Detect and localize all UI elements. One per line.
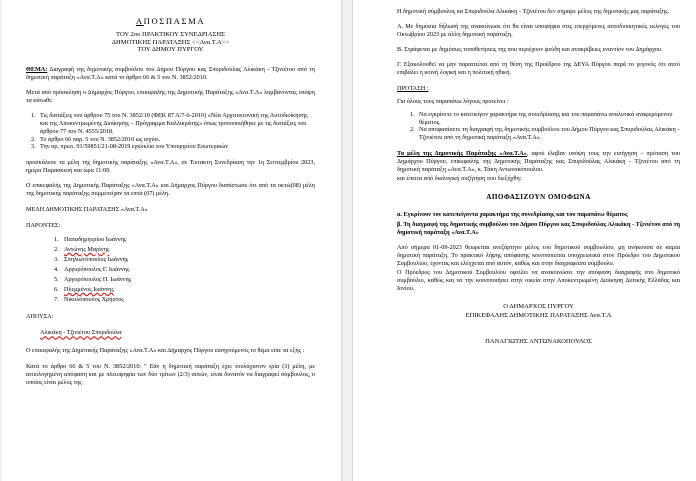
document-page-right: [352, 0, 696, 481]
absent-label: ΑΠΟΥΣΑ:: [26, 313, 54, 321]
list-item: 1. Παπαδημητρίου Ιωάννης: [54, 235, 127, 243]
present-list: [26, 235, 315, 306]
law-paragraph: Κατά το άρθρο 66 & 5 του Ν. 3852/2010: " Εάν η δημοτική παράταξη έχει τουλάχιστον τρία (3) μέλη, με αιτιολογημένη απόφαση και με πλειοψηφία των δύο τρίτων (2/3) αυτών, είναι δυνατόν να διαγραφεί σύμβουλος, ο οποίος είναι μέλος της: [26, 362, 315, 386]
document-page-left: [2, 0, 342, 481]
list-item: 4. Αργυρόπουλος Γ. Ιωάννης: [54, 265, 130, 273]
signature-name: ΠΑΝΑΓΙΩΤΗΣ ΑΝΤΩΝΑΚΟΠΟΥΛΟΣ: [485, 338, 592, 346]
proposal-list: [405, 111, 680, 142]
point-a: Α. Με δημόσια δήλωσή της ανακοίνωσε ότι θα είναι υποψήφια στις επερχόμενες αυτοδιοικητικές εκλογές του Οκτωβρίου 2023 με άλλη δημοτική παράταξη.: [397, 23, 680, 39]
invitation-paragraph: προσκάλεσε τα μέλη της δημοτικής παράταξης «Ανα.Τ.Α», σε Έκτακτη Συνεδρίαση την 1η Σεπτεμβρίου 2023, ημέρα Παρασκευή και ώρα 11:00.: [26, 159, 315, 175]
members-decision-tail: και έπειτα από διαλογική συζήτηση που διεξήχθη:: [397, 175, 522, 183]
list-item: 6. Πλεμμένος Ιωάννης: [54, 286, 114, 294]
list-item: 2. Το άρθρο 66 παρ. 5 του Ν. 3852/2010 ως ισχύει.: [31, 135, 161, 143]
signature-role: ΕΠΙΚΕΦΑΛΗΣ ΔΗΜΟΤΙΚΗΣ ΠΑΡΑΤΑΞΗΣ Ανα.Τ.Α: [465, 311, 612, 319]
proposal-intro: Για όλους τους παραπάνω λόγους προτείνει :: [397, 97, 509, 105]
absent-name: Αλικάκη - Τζινιέτου Σπυριδούλα: [40, 329, 122, 337]
continuation-paragraph: Η δημοτική σύμβουλος κα Σπυριδούλα Αλικάκη - Τζινιέτου δεν σημαρε μέλος της δημοτικής μας παράταξης.: [397, 8, 670, 15]
proposal-label: ΠΡΟΤΑΣΗ :: [397, 84, 429, 92]
list-item: 7. Νικολόπουλος Χρήστος: [54, 296, 124, 304]
point-c: Γ. Εξακολουθεί να μην παραιτείται από τη θέση της Προέδρου της ΔΕΥΑ Πύργου παρά το γεγονός ότι αυτό επιβάλει η κοινή λογική και η πολιτική ηθική.: [397, 61, 680, 77]
signature-title: Ο ΔΗΜΑΡΧΟΣ ΠΥΡΓΟΥ: [503, 303, 574, 311]
present-label: ΠΑΡΟΝΤΕΣ:: [26, 221, 61, 229]
list-item: 2. Να αποφασίσετε τη διαγραφή της δημοτικής συμβούλου του Δήμου Πύργου κας Σπυριδούλας Αλικάκη - Τζινιέτου από τη δημοτική παράταξη «Ανα.Τ.Α».: [410, 126, 680, 142]
list-item: 5. Αργυρόπουλος Π. Ιωάννης: [54, 276, 132, 284]
header-line-1: ΤΟΥ 2ου ΠΡΑΚΤΙΚΟΥ ΣΥΝΕΔΡΙΑΣΗΣ: [116, 31, 225, 38]
members-decision-paragraph: Τα μέλη της Δημοτικής Παράταξης «Ανα.Τ.Α», αφού έλαβαν υπόψη τους την εισήγηση – πρόταση του Δημάρχου Πύργου, επικεφαλής της Δημοτικής Παράταξης κας Σπυριδούλας Αλικάκη - Τζινιέτου από τη δημοτική παράταξη «Ανα.Τ.Α», κ. Τάκη Αντωνακόπουλου.: [397, 149, 680, 174]
decision-a: α. Εγκρίνουν τον κατεπείγοντα χαρακτήρα της συνεδρίασης και του παραπάνω θέματος: [397, 211, 628, 219]
decision-b: β. Τη διαγραφή της δημοτικής συμβούλου του Δήμου Πύργου κας Σπυριδούλας Αλικάκη - Τζινιέτου από τη δημοτική παράταξη «Ανα.Τ.Α»: [397, 220, 680, 236]
list-item: 1. Τις διατάξεις του άρθρου 75 του Ν. 3852/10 (ΦΕΚ 87 Α/7-6-2010) «Νέα Αρχιτεκτονική της Αυτοδιοίκησης και της Αποκεντρωμένης Διοίκησης – Πρόγραμμα Καλλικράτης» όπως τροποποιήθηκε με τις διατάξεις του άρθρου 77 του Ν. 4555/2018.: [31, 112, 308, 135]
intro-paragraph: Μετά από πρόσκληση ο Δήμαρχος Πύργου, επικεφαλής της Δημοτικής Παράταξης «Ανα.Τ.Α» λαμβάνοντας υπόψη τα κάτωθι:: [26, 88, 315, 105]
quorum-paragraph: Ο επικεφαλής της Δημοτικής Παράταξης «Ανα.Τ.Α» και Δήμαρχος Πύργου διαπίστωσε ότι από τα οκτώ(08) μέλη της δημοτικής παράταξης συμμετείχαν τα επτά (07) μέλη.: [26, 182, 315, 198]
subject-paragraph: ΘΕΜΑ: Διαγραφή της δημοτικής συμβούλου του Δήμου Πύργου κας Σπυριδούλας Αλικάκη - Τζινιέτου από τη δημοτική παράταξη «Ανα.Τ.Α» κατά το άρθρο 66 & 5 του Ν. 3852/2010.: [26, 65, 315, 81]
list-item: 2. Αντώνης Μαρίνης: [54, 245, 110, 253]
considerations-list: [26, 112, 315, 151]
header-line-3: ΤΟΥ ΔΗΜΟΥ ΠΥΡΓΟΥ: [137, 46, 204, 54]
decision-text-2: Ο Πρόεδρος του Δημοτικού Συμβουλίου οφείλει να ανακοινώσει την απόφαση διαγραφής στο δημοτικό συμβούλιο, καθώς και να την κοινοποιήσει στην οικεία στην Αποκεντρωμένη Διοίκηση Δυτικής Ελλάδας και Ιονίου.: [397, 268, 680, 293]
document-title: ΑΠΟΣΠΑΣΜΑ: [135, 16, 206, 26]
list-item: 1. Να εγκρίνετε το κατεπείγον χαρακτήρα της συνεδρίασης και του παραπάνω αναλυτικά αναφερόμενου θέματος.: [410, 110, 673, 126]
decision-text-1: Από σήμερα 01-09-2023 θεωρείται ανεξάρτητο μέλος του δημοτικού συμβουλίου, μη ανήκουσα σε καμία δημοτική παράταξη. Το πρακτικό λήψης απόφασης κοινοποιείται υποχρεωτικά στον Πρόεδρο του Δημοτικού Συμβουλίου, έχοντας και ελέγχεται από αυτόν, καθώς και στην διαγραφείσα σύμβουλο.: [397, 243, 680, 267]
members-label: ΜΕΛΗ ΔΗΜΟΤΙΚΗΣ ΠΑΡΑΤΑΞΗΣ «Ανα.Τ.Α»: [26, 205, 148, 213]
header-line-2: ΔΗΜΟΤΙΚΗΣ ΠΑΡΑΤΑΞΗΣ <<Ανα.Τ.Α>>: [111, 38, 230, 46]
list-item: 3. Σπηλιωτόπουλος Ιωάννης: [54, 255, 129, 263]
decision-title: ΑΠΟΦΑΣΙΖΟΥΝ ΟΜΟΦΩΝΑ: [486, 193, 591, 202]
proceed-paragraph: Ο επικεφαλής της Δημοτικής Παράταξης «Ανα.Τ.Α» και Δήμαρχος Πύργου εισηγούμενος το θέμα είπε τα εξής :: [26, 347, 305, 355]
point-b: Β. Στράφεται με δημόσιες τοποθετήσεις της που περιέχουν ψεύδη και ανακρίβειες εναντίον του Δημάρχου.: [397, 46, 663, 54]
list-item: 3. Την αρ. πρωτ. 91/59851/21-08-2019 εγκύκλιο του Υπουργείου Εσωτερικών: [31, 143, 229, 151]
